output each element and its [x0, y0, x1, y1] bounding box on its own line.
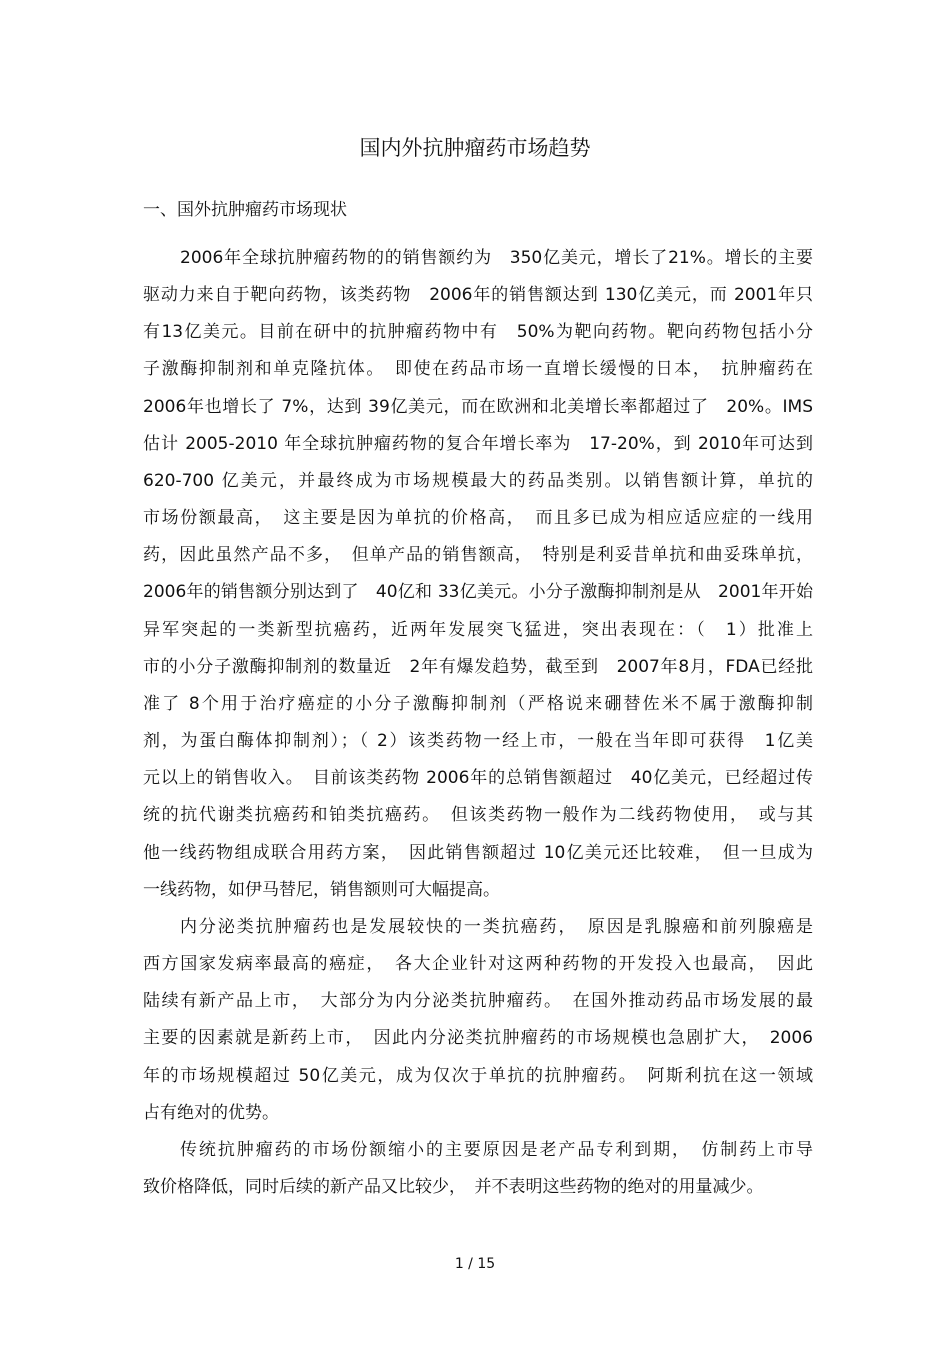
text-line: 陆续有新产品上市， 大部分为内分泌类抗肿瘤药。 在国外推动药品市场发展的最 [143, 991, 813, 1011]
text-line: 他一线药物组成联合用药方案， 因此销售额超过 10亿美元还比较难， 但一旦成为 [143, 843, 813, 863]
text-line: 主要的因素就是新药上市， 因此内分泌类抗肿瘤药的市场规模也急剧扩大， 2006 [143, 1028, 813, 1048]
text-line: 子激酶抑制剂和单克隆抗体。 即使在药品市场一直增长缓慢的日本， 抗肿瘤药在 [143, 359, 813, 379]
text-line: 估计 2005-2010 年全球抗肿瘤药物的复合年增长率为 17-20%，到 2010年可达到 [143, 434, 813, 454]
text-line: 传统抗肿瘤药的市场份额缩小的主要原因是老产品专利到期， 仿制药上市导 [180, 1140, 813, 1160]
text-line: 异军突起的一类新型抗癌药，近两年发展突飞猛进，突出表现在：（ 1）批准上 [143, 620, 813, 640]
text-line: 元以上的销售收入。 目前该类药物 2006年的总销售额超过 40亿美元，已经超过传 [143, 768, 813, 788]
section-heading: 一、国外抗肿瘤药市场现状 [143, 200, 347, 220]
text-line: 年的市场规模超过 50亿美元，成为仅次于单抗的抗肿瘤药。 阿斯利抗在这一领域 [143, 1066, 813, 1086]
text-line: 有13亿美元。目前在研中的抗肿瘤药物中有 50%为靶向药物。靶向药物包括小分 [143, 322, 813, 342]
text-line: 剂，为蛋白酶体抑制剂）；（ 2）该类药物一经上市，一般在当年即可获得 1亿美 [143, 731, 813, 751]
text-line: 致价格降低，同时后续的新产品又比较少， 并不表明这些药物的绝对的用量减少。 [143, 1177, 764, 1197]
text-line: 内分泌类抗肿瘤药也是发展较快的一类抗癌药， 原因是乳腺癌和前列腺癌是 [180, 917, 813, 937]
text-line: 一线药物，如伊马替尼，销售额则可大幅提高。 [143, 880, 500, 900]
text-line: 2006年的销售额分别达到了 40亿和 33亿美元。小分子激酶抑制剂是从 2001年开始 [143, 582, 813, 602]
text-line: 2006年全球抗肿瘤药物的的销售额约为 350亿美元，增长了21%。增长的主要 [180, 248, 813, 268]
text-line: 驱动力来自于靶向药物，该类药物 2006年的销售额达到 130亿美元，而 2001年只 [143, 285, 813, 305]
text-line: 2006年也增长了 7%，达到 39亿美元，而在欧洲和北美增长率都超过了 20%。IMS [143, 397, 813, 417]
document-title: 国内外抗肿瘤药市场趋势 [359, 136, 591, 160]
page-number: 1 / 15 [454, 1256, 496, 1272]
text-line: 统的抗代谢类抗癌药和铂类抗癌药。 但该类药物一般作为二线药物使用， 或与其 [143, 805, 813, 825]
text-line: 市场份额最高， 这主要是因为单抗的价格高， 而且多已成为相应适应症的一线用 [143, 508, 813, 528]
text-line: 市的小分子激酶抑制剂的数量近 2年有爆发趋势，截至到 2007年8月，FDA已经批 [143, 657, 813, 677]
text-line: 西方国家发病率最高的癌症， 各大企业针对这两种药物的开发投入也最高， 因此 [143, 954, 813, 974]
text-line: 620-700 亿美元，并最终成为市场规模最大的药品类别。以销售额计算，单抗的 [143, 471, 813, 491]
text-line: 药，因此虽然产品不多， 但单产品的销售额高， 特别是利妥昔单抗和曲妥珠单抗， [143, 545, 813, 565]
text-line: 占有绝对的优势。 [143, 1103, 279, 1123]
text-line: 准了 8个用于治疗癌症的小分子激酶抑制剂（严格说来硼替佐米不属于激酶抑制 [143, 694, 813, 714]
